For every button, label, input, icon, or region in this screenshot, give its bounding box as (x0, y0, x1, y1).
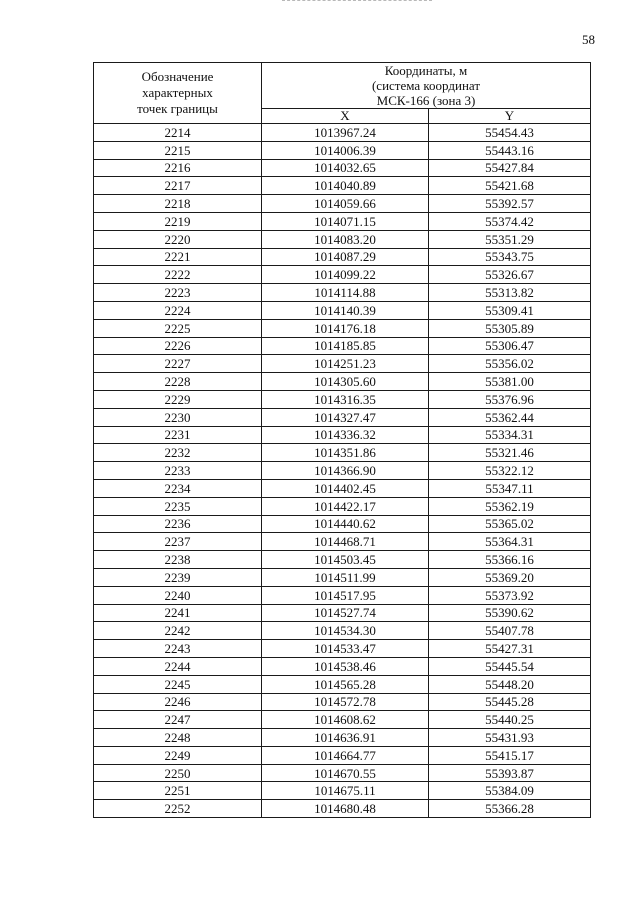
x-coordinate-cell: 1014533.47 (262, 640, 429, 658)
point-header-line: точек границы (137, 101, 218, 116)
x-coordinate-cell: 1013967.24 (262, 124, 429, 142)
x-coordinate-cell: 1014366.90 (262, 462, 429, 480)
y-coordinate-cell: 55454.43 (429, 124, 591, 142)
table-row (94, 764, 591, 782)
y-coordinate-cell: 55393.87 (429, 764, 591, 782)
x-coordinate-cell: 1014087.29 (262, 248, 429, 266)
x-coordinate-cell: 1014538.46 (262, 657, 429, 675)
point-number-cell: 2242 (94, 622, 262, 640)
table-row (94, 604, 591, 622)
y-coordinate-cell: 55364.31 (429, 533, 591, 551)
table-row (94, 746, 591, 764)
point-number-cell: 2243 (94, 640, 262, 658)
point-number-cell: 2234 (94, 479, 262, 497)
point-number-cell: 2239 (94, 568, 262, 586)
point-number-cell: 2232 (94, 444, 262, 462)
y-coordinate-cell: 55365.02 (429, 515, 591, 533)
x-column-header: X (262, 109, 429, 124)
page-number: 58 (582, 32, 595, 47)
table-row (94, 729, 591, 747)
point-number-cell: 2244 (94, 657, 262, 675)
x-coordinate-cell: 1014040.89 (262, 177, 429, 195)
y-coordinate-cell: 55445.28 (429, 693, 591, 711)
table-row (94, 568, 591, 586)
point-number-cell: 2222 (94, 266, 262, 284)
point-number-cell: 2247 (94, 711, 262, 729)
table-row (94, 195, 591, 213)
x-coordinate-cell: 1014440.62 (262, 515, 429, 533)
x-coordinate-cell: 1014402.45 (262, 479, 429, 497)
x-coordinate-cell: 1014083.20 (262, 230, 429, 248)
y-coordinate-cell: 55373.92 (429, 586, 591, 604)
y-coordinate-cell: 55366.28 (429, 800, 591, 818)
table-row (94, 390, 591, 408)
point-number-cell: 2223 (94, 284, 262, 302)
y-coordinate-cell: 55309.41 (429, 301, 591, 319)
x-coordinate-cell: 1014327.47 (262, 408, 429, 426)
y-coordinate-cell: 55343.75 (429, 248, 591, 266)
y-column-header: Y (429, 109, 591, 124)
point-number-cell: 2218 (94, 195, 262, 213)
y-coordinate-cell: 55427.84 (429, 159, 591, 177)
table-row (94, 159, 591, 177)
y-coordinate-cell: 55366.16 (429, 551, 591, 569)
point-number-cell: 2225 (94, 319, 262, 337)
x-coordinate-cell: 1014503.45 (262, 551, 429, 569)
table-row (94, 497, 591, 515)
table-row (94, 355, 591, 373)
point-number-cell: 2217 (94, 177, 262, 195)
point-number-cell: 2252 (94, 800, 262, 818)
point-header-line: Обозначение (141, 69, 214, 84)
point-number-cell: 2228 (94, 373, 262, 391)
table-row (94, 124, 591, 142)
table-row (94, 800, 591, 818)
x-coordinate-cell: 1014534.30 (262, 622, 429, 640)
point-number-cell: 2233 (94, 462, 262, 480)
table-row (94, 408, 591, 426)
point-number-cell: 2249 (94, 746, 262, 764)
table-row (94, 248, 591, 266)
y-coordinate-cell: 55326.67 (429, 266, 591, 284)
y-coordinate-cell: 55334.31 (429, 426, 591, 444)
y-coordinate-cell: 55321.46 (429, 444, 591, 462)
y-coordinate-cell: 55440.25 (429, 711, 591, 729)
x-coordinate-cell: 1014572.78 (262, 693, 429, 711)
table-row (94, 693, 591, 711)
x-coordinate-cell: 1014006.39 (262, 141, 429, 159)
table-row (94, 711, 591, 729)
coordinates-header-line: (система координат (371, 78, 481, 93)
point-number-cell: 2235 (94, 497, 262, 515)
y-coordinate-cell: 55362.44 (429, 408, 591, 426)
y-coordinate-cell: 55407.78 (429, 622, 591, 640)
y-coordinate-cell: 55445.54 (429, 657, 591, 675)
point-number-cell: 2251 (94, 782, 262, 800)
table-row (94, 462, 591, 480)
y-coordinate-cell: 55392.57 (429, 195, 591, 213)
point-number-cell: 2250 (94, 764, 262, 782)
point-number-cell: 2245 (94, 675, 262, 693)
point-number-cell: 2216 (94, 159, 262, 177)
coordinates-header-line: Координаты, м (384, 63, 468, 78)
x-coordinate-cell: 1014675.11 (262, 782, 429, 800)
table-row (94, 586, 591, 604)
y-coordinate-cell: 55431.93 (429, 729, 591, 747)
point-number-cell: 2231 (94, 426, 262, 444)
y-coordinate-cell: 55305.89 (429, 319, 591, 337)
y-coordinate-cell: 55369.20 (429, 568, 591, 586)
point-number-cell: 2236 (94, 515, 262, 533)
table-row (94, 373, 591, 391)
x-coordinate-cell: 1014422.17 (262, 497, 429, 515)
y-coordinate-cell: 55322.12 (429, 462, 591, 480)
y-coordinate-cell: 55313.82 (429, 284, 591, 302)
x-coordinate-cell: 1014636.91 (262, 729, 429, 747)
y-coordinate-cell: 55427.31 (429, 640, 591, 658)
y-coordinate-cell: 55351.29 (429, 230, 591, 248)
x-coordinate-cell: 1014511.99 (262, 568, 429, 586)
table-row (94, 622, 591, 640)
x-coordinate-cell: 1014032.65 (262, 159, 429, 177)
table-row (94, 657, 591, 675)
x-coordinate-cell: 1014670.55 (262, 764, 429, 782)
x-coordinate-cell: 1014176.18 (262, 319, 429, 337)
x-coordinate-cell: 1014527.74 (262, 604, 429, 622)
point-designation-header (94, 63, 262, 124)
point-number-cell: 2214 (94, 124, 262, 142)
point-number-cell: 2248 (94, 729, 262, 747)
x-coordinate-cell: 1014140.39 (262, 301, 429, 319)
y-coordinate-cell: 55384.09 (429, 782, 591, 800)
y-coordinate-cell: 55443.16 (429, 141, 591, 159)
table-row (94, 551, 591, 569)
point-number-cell: 2221 (94, 248, 262, 266)
point-number-cell: 2237 (94, 533, 262, 551)
x-coordinate-cell: 1014680.48 (262, 800, 429, 818)
x-coordinate-cell: 1014351.86 (262, 444, 429, 462)
table-row (94, 177, 591, 195)
point-number-cell: 2229 (94, 390, 262, 408)
y-coordinate-cell: 55306.47 (429, 337, 591, 355)
table-row (94, 515, 591, 533)
point-number-cell: 2227 (94, 355, 262, 373)
point-number-cell: 2241 (94, 604, 262, 622)
coordinates-table-body (94, 124, 591, 818)
table-row (94, 230, 591, 248)
table-row (94, 444, 591, 462)
table-row (94, 301, 591, 319)
x-coordinate-cell: 1014114.88 (262, 284, 429, 302)
y-coordinate-cell: 55347.11 (429, 479, 591, 497)
x-coordinate-cell: 1014251.23 (262, 355, 429, 373)
table-row (94, 782, 591, 800)
y-coordinate-cell: 55421.68 (429, 177, 591, 195)
point-number-cell: 2215 (94, 141, 262, 159)
x-coordinate-cell: 1014099.22 (262, 266, 429, 284)
y-coordinate-cell: 55390.62 (429, 604, 591, 622)
x-coordinate-cell: 1014336.32 (262, 426, 429, 444)
x-coordinate-cell: 1014517.95 (262, 586, 429, 604)
x-coordinate-cell: 1014059.66 (262, 195, 429, 213)
x-coordinate-cell: 1014664.77 (262, 746, 429, 764)
y-coordinate-cell: 55362.19 (429, 497, 591, 515)
point-number-cell: 2219 (94, 212, 262, 230)
table-row (94, 533, 591, 551)
point-number-cell: 2226 (94, 337, 262, 355)
table-row (94, 426, 591, 444)
boundary-points-coordinates-table (93, 62, 591, 818)
table-row (94, 212, 591, 230)
table-row (94, 319, 591, 337)
y-coordinate-cell: 55374.42 (429, 212, 591, 230)
y-coordinate-cell: 55376.96 (429, 390, 591, 408)
table-row (94, 675, 591, 693)
point-number-cell: 2238 (94, 551, 262, 569)
point-number-cell: 2240 (94, 586, 262, 604)
table-row (94, 337, 591, 355)
x-coordinate-cell: 1014608.62 (262, 711, 429, 729)
coordinates-header (262, 63, 591, 109)
table-row (94, 640, 591, 658)
coordinates-header-line: МСК-166 (зона 3) (376, 93, 476, 108)
table-row (94, 141, 591, 159)
y-coordinate-cell: 55415.17 (429, 746, 591, 764)
table-row (94, 284, 591, 302)
point-number-cell: 2230 (94, 408, 262, 426)
x-coordinate-cell: 1014071.15 (262, 212, 429, 230)
x-coordinate-cell: 1014468.71 (262, 533, 429, 551)
x-coordinate-cell: 1014305.60 (262, 373, 429, 391)
point-number-cell: 2246 (94, 693, 262, 711)
x-coordinate-cell: 1014185.85 (262, 337, 429, 355)
y-coordinate-cell: 55448.20 (429, 675, 591, 693)
point-number-cell: 2220 (94, 230, 262, 248)
point-header-line: характерных (142, 85, 213, 100)
table-row (94, 266, 591, 284)
point-number-cell: 2224 (94, 301, 262, 319)
y-coordinate-cell: 55381.00 (429, 373, 591, 391)
y-coordinate-cell: 55356.02 (429, 355, 591, 373)
page-top-edge-marks (282, 0, 432, 5)
x-coordinate-cell: 1014316.35 (262, 390, 429, 408)
table-row (94, 479, 591, 497)
x-coordinate-cell: 1014565.28 (262, 675, 429, 693)
